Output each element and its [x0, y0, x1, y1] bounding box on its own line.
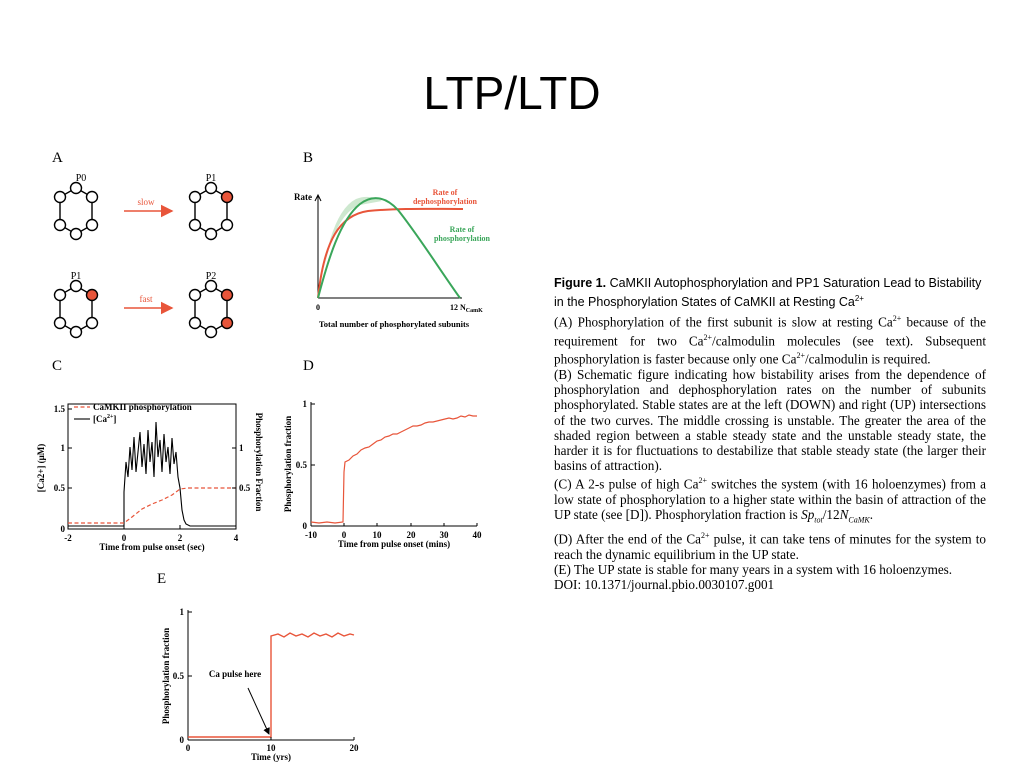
panel-b-letter: B	[303, 150, 314, 166]
b-x-label: Total number of phosphorylated subunits	[318, 319, 470, 329]
caption-para-c: (C) A 2-s pulse of high $Ca^{2+}$ switches the system (with 16 holoenzymes) from a low state of phosphorylation to a higher state within the basin of attraction of the UP state (see [D]). Phosphorylation fraction is $Sp_{tot}/12N_{CaMK}$.	[554, 476, 986, 525]
c-y-right-label: Phosphorylation Fraction	[254, 412, 264, 512]
caption-para-e: (E) The UP state is stable for many years in a system with 16 holoenzymes.	[554, 561, 953, 577]
phosphorylation-curve	[318, 198, 460, 298]
panel-c-figure	[28, 392, 278, 554]
d-x-tick-30: 30	[439, 530, 449, 540]
d-phosphorylation-trace	[311, 415, 477, 523]
slide-title: LTP/LTD	[423, 67, 601, 119]
c-x-tick-2: 2	[177, 533, 183, 543]
dephos-label-1: Rate of	[432, 188, 458, 197]
panel-c-letter: C	[52, 358, 63, 374]
d-x-tick-20: 20	[406, 530, 416, 540]
e-y-tick-0: 0	[179, 735, 184, 745]
label-p2: P2	[205, 271, 217, 282]
e-x-tick-10: 10	[266, 743, 276, 753]
caption-para-a: (A) Phosphorylation of the first subunit is slow at resting $Ca^{2+}$ because of the requirement for two $Ca^{2+}$/calmodulin molecules (see text). Subsequent phosphorylation is faster because only one $Ca^{2+}$/calmodulin is required.	[554, 314, 986, 367]
d-x-tick-10: 10	[372, 530, 382, 540]
hexagon-p1-bottom	[55, 281, 98, 338]
hexagon-p0-top	[55, 183, 98, 240]
c-y-tick-05: 0.5	[53, 483, 65, 493]
panel-b-figure	[290, 180, 515, 335]
e-x-tick-0: 0	[185, 743, 191, 753]
c-y-tick-15: 1.5	[53, 404, 65, 414]
phos-label-2: phosphorylation	[433, 234, 491, 243]
b-x-tick-0: 0	[316, 303, 320, 312]
b-y-label: Rate	[294, 192, 312, 202]
panel-a-letter: A	[52, 150, 63, 166]
d-y-tick-0: 0	[302, 521, 307, 531]
c-x-tick-4: 4	[233, 533, 239, 543]
c-legend-1: CaMKII phosphorylation	[93, 402, 192, 412]
fast-label: fast	[139, 294, 153, 304]
d-x-tick-40: 40	[472, 530, 482, 540]
shaded-region	[323, 197, 382, 273]
d-x-tick-0: 0	[341, 530, 347, 540]
label-p1-bottom: P1	[70, 271, 82, 282]
c-legend-2: $[Ca^{2+}]$	[93, 414, 117, 424]
c-x-label: Time from pulse onset (sec)	[99, 542, 205, 552]
e-y-tick-1: 1	[179, 607, 184, 617]
c-calcium-trace	[68, 422, 236, 526]
d-y-tick-1: 1	[302, 399, 307, 409]
panel-d-figure	[283, 392, 498, 552]
label-p0: P0	[75, 173, 87, 184]
e-x-label: Time (yrs)	[250, 752, 292, 762]
c-yr-tick-05: 0.5	[239, 483, 251, 493]
c-yr-tick-1: 1	[239, 443, 244, 453]
caption-para-d: (D) After the end of the $Ca^{2+}$ pulse, it can take tens of minutes for the system to reach the dynamic equilibrium in the UP state.	[554, 531, 986, 562]
panel-e-figure	[158, 600, 368, 762]
d-x-tick-m10: -10	[305, 530, 317, 540]
phos-label-1: Rate of	[449, 225, 475, 234]
slow-label: slow	[137, 197, 155, 207]
hexagon-p2-bottom	[190, 281, 233, 338]
panel-a-figure	[40, 168, 260, 348]
label-p1-top: P1	[205, 173, 217, 184]
e-x-tick-20: 20	[349, 743, 359, 753]
e-annotation-arrow	[248, 688, 269, 734]
d-x-label: Time from pulse onset (mins)	[337, 539, 451, 549]
c-y-left-label: [Ca2+] (μM)	[36, 443, 46, 493]
caption-title: Figure 1. CaMKII Autophosphorylation and PP1 Saturation Lead to Bistability in the Phosphorylation States of CaMKII at Resting $Ca^{2+}$	[554, 276, 982, 310]
c-x-tick-m2: -2	[64, 533, 72, 543]
caption-doi: DOI: 10.1371/journal.pbio.0030107.g001	[554, 577, 775, 592]
c-x-tick-0: 0	[121, 533, 127, 543]
e-phosphorylation-trace	[188, 633, 354, 737]
figure-caption	[554, 275, 986, 592]
d-y-tick-05: 0.5	[295, 460, 307, 470]
c-y-tick-1: 1	[60, 443, 65, 453]
hexagon-p1-top	[190, 183, 233, 240]
e-y-label: Phosphorylation fraction	[161, 627, 171, 725]
e-y-tick-05: 0.5	[172, 671, 184, 681]
c-phosphorylation-trace	[68, 488, 236, 523]
e-annotation: Ca pulse here	[208, 669, 262, 679]
caption-para-b: (B) Schematic figure indicating how bistability arises from the dependence of phosphorylation and dephosphorylation rates on the number of subunits phosphorylated. Stable states are at the left (DOWN) and right (UP) intersections of the two curves. The middle crossing is unstable. The greater the area of the shaded region between a stable steady state and the unstable steady state, the harder it is for fluctuations to destabilize that stable steady state (the larger their basins of attraction).	[554, 366, 986, 474]
b-x-tick-end: 12 $N_{CamK}$	[450, 303, 483, 314]
c-y-tick-0: 0	[60, 524, 65, 534]
panel-d-letter: D	[303, 358, 314, 374]
d-y-label: Phosphorylation fraction	[283, 415, 293, 513]
dephos-label-2: dephosphorylation	[412, 197, 478, 206]
panel-e-letter: E	[157, 571, 167, 587]
